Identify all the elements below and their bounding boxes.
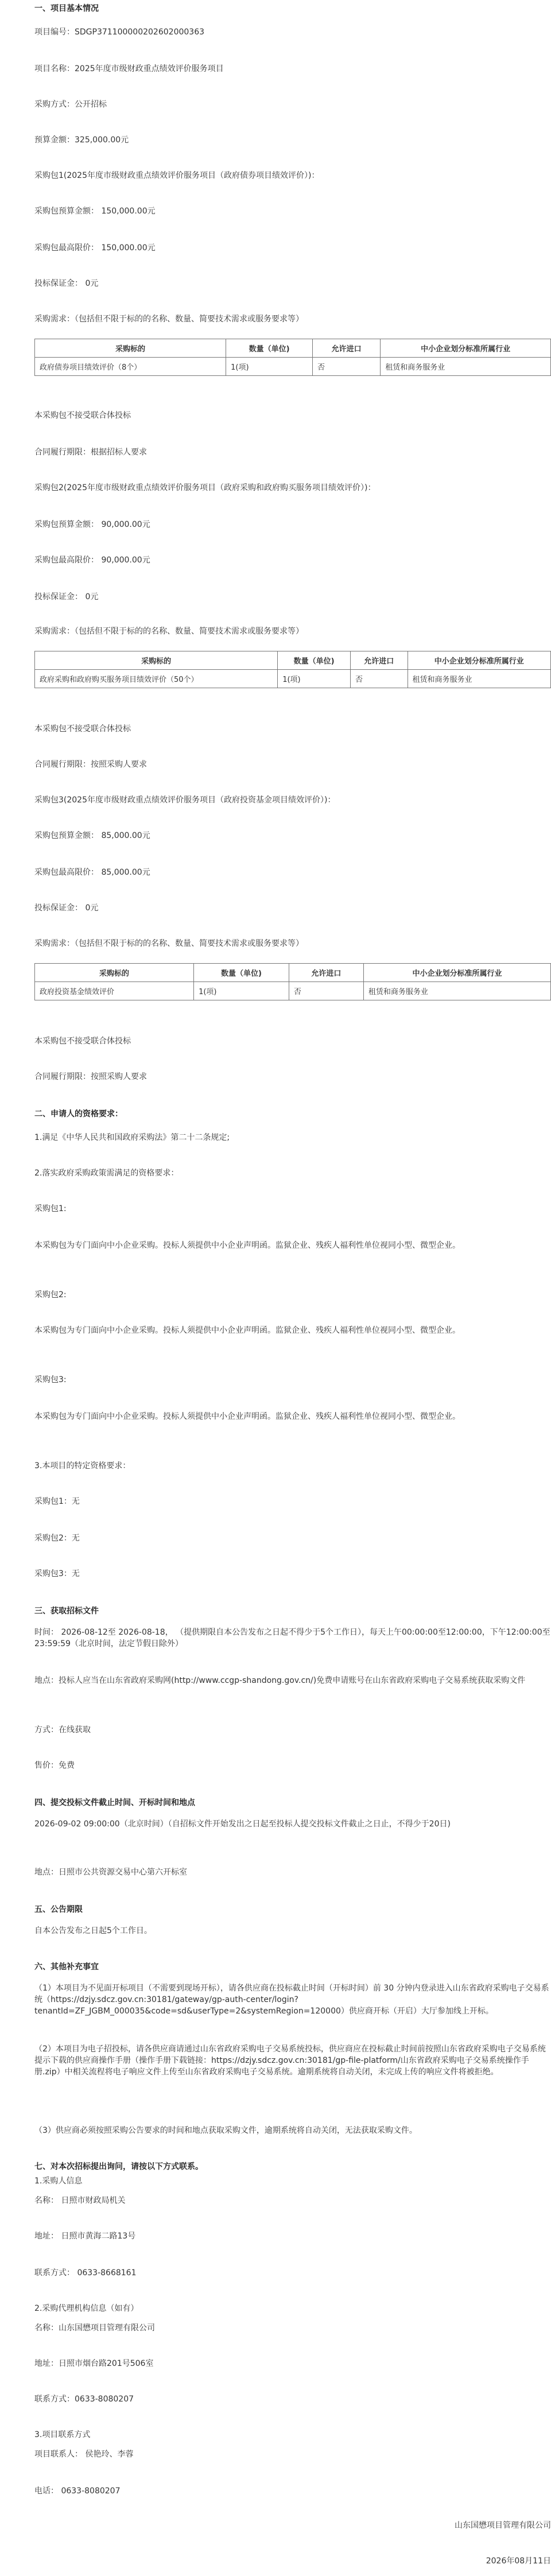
lot1-deposit: 投标保证金： 0元	[34, 279, 99, 288]
lot1-consortium: 本采购包不接受联合体投标	[34, 411, 131, 420]
cell-quantity: 1(项)	[194, 982, 289, 1000]
qualification-item2: 2.落实政府采购政策需满足的资格要求：	[34, 1169, 179, 1178]
col-header-item: 采购标的	[35, 339, 226, 358]
lot1-max-price: 采购包最高限价： 150,000.00元	[34, 243, 156, 253]
project-phone: 电话： 0633-8080207	[34, 2486, 121, 2496]
agency-contact: 联系方式：0633-8080207	[34, 2395, 134, 2404]
lot3-deposit: 投标保证金： 0元	[34, 903, 99, 913]
project-number: 项目编号：SDGP371100000202602000363	[34, 28, 205, 37]
section5-title: 五、公告期限	[34, 1905, 83, 1914]
obtain-time: 时间： 2026-08-12至 2026-08-18， （提供期限自本公告发布之日起不得少于5个工作日），每天上午00:00:00至12:00:00，下午12:00:00至23:59:59（北京时间，法定节假日除外）	[34, 1628, 550, 1648]
supplement-p3: （3）供应商必须按照采购公告要求的时间和地点获取采购文件，逾期系统将自动关闭，无法获取采购文件。	[34, 2126, 417, 2135]
lot2-consortium: 本采购包不接受联合体投标	[34, 724, 131, 734]
footer-date: 2026年08月11日	[486, 2556, 551, 2566]
submission-deadline: 2026-09-02 09:00:00（北京时间）（自招标文件开始发出之日起至投标人提交投标文件截止之日止，不得少于20日)	[34, 1820, 451, 1829]
lot3-contract-period: 合同履行期限：按照采购人要求	[34, 1072, 147, 1081]
cell-quantity: 1(项)	[278, 670, 351, 688]
cell-import: 否	[351, 670, 408, 688]
table-header-row	[35, 651, 551, 670]
obtain-place: 地点：投标人应当在山东省政府采购网(http://www.ccgp-shandong.gov.cn/)免费申请账号在山东省政府采购电子交易系统获取采购文件	[34, 1676, 526, 1685]
cell-import: 否	[289, 982, 363, 1000]
section3-title: 三、获取招标文件	[34, 1607, 99, 1616]
col-header-import: 允许进口	[312, 339, 380, 358]
cell-item: 政府债券项目绩效评价（8个）	[35, 358, 226, 376]
opening-place: 地点：日照市公共资源交易中心第六开标室	[34, 1868, 187, 1877]
qual-lot3-label: 采购包3:	[34, 1375, 67, 1384]
col-header-quantity: 数量（单位)	[226, 339, 313, 358]
section7-title: 七、对本次招标提出询问，请按以下方式联系。	[34, 2162, 203, 2171]
buyer-contact: 联系方式： 0633-8668161	[34, 2268, 137, 2278]
col-header-item: 采购标的	[35, 651, 278, 670]
lot2-table	[34, 651, 551, 688]
qual-lot2-label: 采购包2:	[34, 1290, 67, 1299]
footer-company: 山东国懋项目管理有限公司	[455, 2521, 551, 2530]
special-lot1: 采购包1：无	[34, 1497, 80, 1506]
col-header-industry: 中小企业划分标准所属行业	[381, 339, 551, 358]
table-header-row	[35, 964, 551, 982]
col-header-import: 允许进口	[289, 964, 363, 982]
obtain-price: 售价：免费	[34, 1761, 75, 1770]
lot1-budget: 采购包预算金额： 150,000.00元	[34, 207, 156, 216]
project-contact-persons: 项目联系人： 侯艳玲、李蓉	[34, 2450, 134, 2459]
buyer-header: 1.采购人信息	[34, 2177, 83, 2186]
lot3-table-wrap	[34, 963, 551, 1000]
lot3-table	[34, 963, 551, 1000]
buyer-name: 名称： 日照市财政局机关	[34, 2196, 126, 2205]
agency-header: 2.采购代理机构信息（如有）	[34, 2304, 139, 2313]
table-row	[35, 982, 551, 1000]
lot2-requirement: 采购需求：（包括但不限于标的的名称、数量、简要技术需求或服务要求等）	[34, 627, 304, 636]
lot1-name: 采购包1(2025年度市级财政重点绩效评价服务项目（政府债券项目绩效评价）)：	[34, 171, 320, 180]
qualification-item3: 3.本项目的特定资格要求：	[34, 1461, 131, 1471]
col-header-item: 采购标的	[35, 964, 194, 982]
special-lot2: 采购包2：无	[34, 1534, 80, 1543]
qual-lot3-text: 本采购包为专门面向中小企业采购。投标人须提供中小企业声明函。监狱企业、残疾人福利性单位视同小型、微型企业。	[34, 1412, 460, 1421]
cell-item: 政府采购和政府购买服务项目绩效评价（50个）	[35, 670, 278, 688]
lot2-contract-period: 合同履行期限：按照采购人要求	[34, 760, 147, 769]
supplement-p2: （2）本项目为电子招投标，请各供应商请通过山东省政府采购电子交易系统投标，供应商应在投标截止时间前按照山东省政府采购电子交易系统提示下载的供应商操作手册（操作手册下载链接：https://dzjy.sdcz.gov.cn:30181/gp-file-platform/山东省政府采购电子交易系统操作手册.zip）中相关流程将电子响应文件上传至山东省政府采购电子交易系统。逾期系统将自动关闭，未完成上传的响应文件将被拒绝。	[34, 2044, 546, 2077]
table-row	[35, 670, 551, 688]
lot1-table	[34, 339, 551, 376]
lot3-consortium: 本采购包不接受联合体投标	[34, 1037, 131, 1046]
lot2-budget: 采购包预算金额： 90,000.00元	[34, 520, 150, 529]
lot1-requirement: 采购需求：（包括但不限于标的的名称、数量、简要技术需求或服务要求等）	[34, 315, 304, 324]
lot2-table-wrap	[34, 651, 551, 688]
lot1-table-wrap	[34, 339, 551, 376]
cell-industry: 租赁和商务服务业	[408, 670, 550, 688]
obtain-method: 方式：在线获取	[34, 1725, 91, 1735]
qualification-item1: 1.满足《中华人民共和国政府采购法》第二十二条规定;	[34, 1133, 230, 1142]
qual-lot2-text: 本采购包为专门面向中小企业采购。投标人须提供中小企业声明函。监狱企业、残疾人福利性单位视同小型、微型企业。	[34, 1326, 460, 1335]
procurement-method: 采购方式：公开招标	[34, 100, 107, 109]
cell-industry: 租赁和商务服务业	[381, 358, 551, 376]
cell-item: 政府投资基金绩效评价	[35, 982, 194, 1000]
project-contact-header: 3.项目联系方式	[34, 2430, 91, 2439]
lot3-max-price: 采购包最高限价： 85,000.00元	[34, 868, 150, 877]
special-lot3: 采购包3：无	[34, 1569, 80, 1578]
col-header-import: 允许进口	[351, 651, 408, 670]
lot2-name: 采购包2(2025年度市级财政重点绩效评价服务项目（政府采购和政府购买服务项目绩效评价）)：	[34, 483, 376, 492]
agency-address: 地址：日照市烟台路201号506室	[34, 2359, 154, 2368]
table-header-row	[35, 339, 551, 358]
agency-name: 名称：山东国懋项目管理有限公司	[34, 2323, 155, 2333]
notice-period: 自本公告发布之日起5个工作日。	[34, 1926, 152, 1935]
lot3-requirement: 采购需求：（包括但不限于标的的名称、数量、简要技术需求或服务要求等）	[34, 939, 304, 948]
col-header-industry: 中小企业划分标准所属行业	[363, 964, 550, 982]
supplement-p1: （1）本项目为不见面开标项目（不需要到现场开标），请各供应商在投标截止时间（开标时间）前 30 分钟内登录进入山东省政府采购电子交易系统（https://dzjy.sdcz.gov.cn:30181/gateway/gp-auth-center/login?tenantId=ZF_JGBM_000035&code=sd&userType=2&systemRegion=120000）供应商开标（开启）大厅参加线上开标。	[34, 1984, 549, 2016]
lot3-budget: 采购包预算金额： 85,000.00元	[34, 831, 150, 840]
col-header-quantity: 数量（单位)	[194, 964, 289, 982]
lot2-max-price: 采购包最高限价： 90,000.00元	[34, 556, 150, 565]
qual-lot1-label: 采购包1:	[34, 1204, 67, 1213]
buyer-address: 地址： 日照市黄海二路13号	[34, 2232, 136, 2241]
section6-title: 六、其他补充事宜	[34, 1962, 99, 1972]
budget-amount: 预算金额：325,000.00元	[34, 135, 129, 145]
section4-title: 四、提交投标文件截止时间、开标时间和地点	[34, 1798, 195, 1807]
section2-title: 二、申请人的资格要求：	[34, 1109, 123, 1119]
qual-lot1-text: 本采购包为专门面向中小企业采购。投标人须提供中小企业声明函。监狱企业、残疾人福利性单位视同小型、微型企业。	[34, 1241, 460, 1250]
col-header-industry: 中小企业划分标准所属行业	[408, 651, 550, 670]
lot3-name: 采购包3(2025年度市级财政重点绩效评价服务项目（政府投资基金项目绩效评价）)：	[34, 796, 336, 805]
cell-import: 否	[312, 358, 380, 376]
lot1-contract-period: 合同履行期限：根据招标人要求	[34, 448, 147, 457]
cell-industry: 租赁和商务服务业	[363, 982, 550, 1000]
section1-title: 一、项目基本情况	[34, 4, 99, 13]
project-name: 项目名称：2025年度市级财政重点绩效评价服务项目	[34, 64, 224, 73]
table-row	[35, 358, 551, 376]
cell-quantity: 1(项)	[226, 358, 313, 376]
col-header-quantity: 数量（单位)	[278, 651, 351, 670]
lot2-deposit: 投标保证金： 0元	[34, 592, 99, 602]
